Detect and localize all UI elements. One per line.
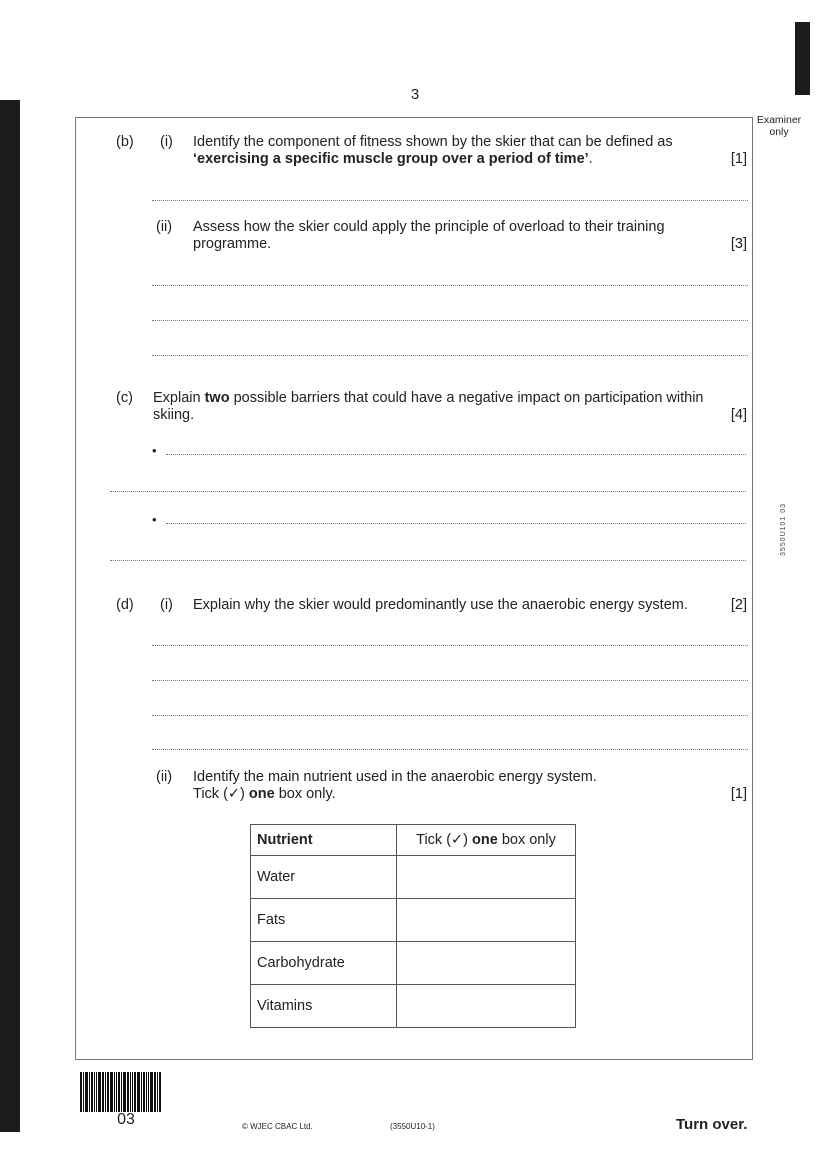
tick-box-carbohydrate[interactable] <box>397 942 576 985</box>
answer-line[interactable] <box>110 560 746 561</box>
answer-line[interactable] <box>152 715 748 716</box>
question-d-ii-line2-post: box only. <box>274 786 336 802</box>
tick-box-fats[interactable] <box>397 899 576 942</box>
turn-over: Turn over. <box>676 1116 748 1133</box>
answer-line[interactable] <box>152 645 748 646</box>
left-edge-bar <box>0 100 20 1132</box>
nutrient-carbohydrate: Carbohydrate <box>251 942 397 985</box>
question-d-ii-emphasis: one <box>248 786 275 802</box>
answer-line[interactable] <box>166 454 746 455</box>
header-tick-post: box only <box>497 832 556 848</box>
question-c-line2: skiing. <box>153 407 195 423</box>
question-b-ii-line2: programme. <box>193 236 272 252</box>
table-row <box>251 985 576 1028</box>
header-tick-pre: Tick (✓) <box>416 832 473 848</box>
table-row <box>251 856 576 899</box>
header-nutrient: Nutrient <box>251 825 397 856</box>
answer-line[interactable] <box>152 200 748 201</box>
question-d-label: (d) <box>116 597 134 613</box>
bullet-1: • <box>152 443 157 458</box>
question-c-mark: [4] <box>730 407 747 423</box>
answer-line[interactable] <box>152 680 748 681</box>
question-d-ii-label: (ii) <box>156 769 173 785</box>
question-b-ii-label: (ii) <box>156 219 173 235</box>
nutrient-table <box>250 824 576 1028</box>
barcode <box>80 1072 172 1112</box>
answer-line[interactable] <box>152 749 748 750</box>
question-b-i-label: (i) <box>160 134 173 150</box>
question-d-ii-line2-pre: Tick (✓) <box>193 786 249 802</box>
question-d-ii-mark: [1] <box>730 786 747 802</box>
answer-line[interactable] <box>152 320 748 321</box>
question-d-i-label: (i) <box>160 597 173 613</box>
examiner-only-label: Examiner only <box>756 114 802 138</box>
question-b-i-mark: [1] <box>730 151 747 167</box>
question-c-label: (c) <box>116 390 133 406</box>
question-d-ii-line2 <box>193 786 336 803</box>
question-b-i-line2 <box>193 151 593 168</box>
question-b-ii-line1: Assess how the skier could apply the principle of overload to their training <box>193 219 665 235</box>
nutrient-fats: Fats <box>251 899 397 942</box>
question-c-line1-post: possible barriers that could have a negative impact on participation within <box>229 390 704 406</box>
question-d-i-mark: [2] <box>730 597 747 613</box>
copyright: © WJEC CBAC Ltd. <box>242 1122 313 1131</box>
nutrient-vitamins: Vitamins <box>251 985 397 1028</box>
question-b-i-line2-end: . <box>588 151 593 167</box>
answer-line[interactable] <box>152 285 748 286</box>
barcode-number: 03 <box>117 1111 135 1128</box>
tick-box-vitamins[interactable] <box>397 985 576 1028</box>
answer-line[interactable] <box>166 523 746 524</box>
question-d-ii-line1: Identify the main nutrient used in the anaerobic energy system. <box>193 769 597 785</box>
bullet-2: • <box>152 512 157 527</box>
question-b-label: (b) <box>116 134 134 150</box>
table-header-row <box>251 825 576 856</box>
question-c-line1-pre: Explain <box>153 390 205 406</box>
nutrient-water: Water <box>251 856 397 899</box>
side-paper-code: 3550U101 03 <box>780 502 787 556</box>
header-tick-emphasis: one <box>472 832 498 848</box>
tick-box-water[interactable] <box>397 856 576 899</box>
registration-mark <box>795 22 810 95</box>
question-c-emphasis: two <box>204 390 230 406</box>
table-row <box>251 899 576 942</box>
answer-line[interactable] <box>110 491 746 492</box>
header-tick <box>397 825 576 856</box>
question-b-ii-mark: [3] <box>730 236 747 252</box>
table-row <box>251 942 576 985</box>
answer-line[interactable] <box>152 355 748 356</box>
question-b-i-definition: ‘exercising a specific muscle group over a period of time’ <box>193 151 589 167</box>
question-d-i-text: Explain why the skier would predominantly use the anaerobic energy system. <box>193 597 688 613</box>
paper-code: (3550U10-1) <box>390 1122 435 1131</box>
page-number: 3 <box>410 86 420 103</box>
question-b-i-line1: Identify the component of fitness shown by the skier that can be defined as <box>193 134 673 150</box>
question-c-line1 <box>153 390 704 407</box>
